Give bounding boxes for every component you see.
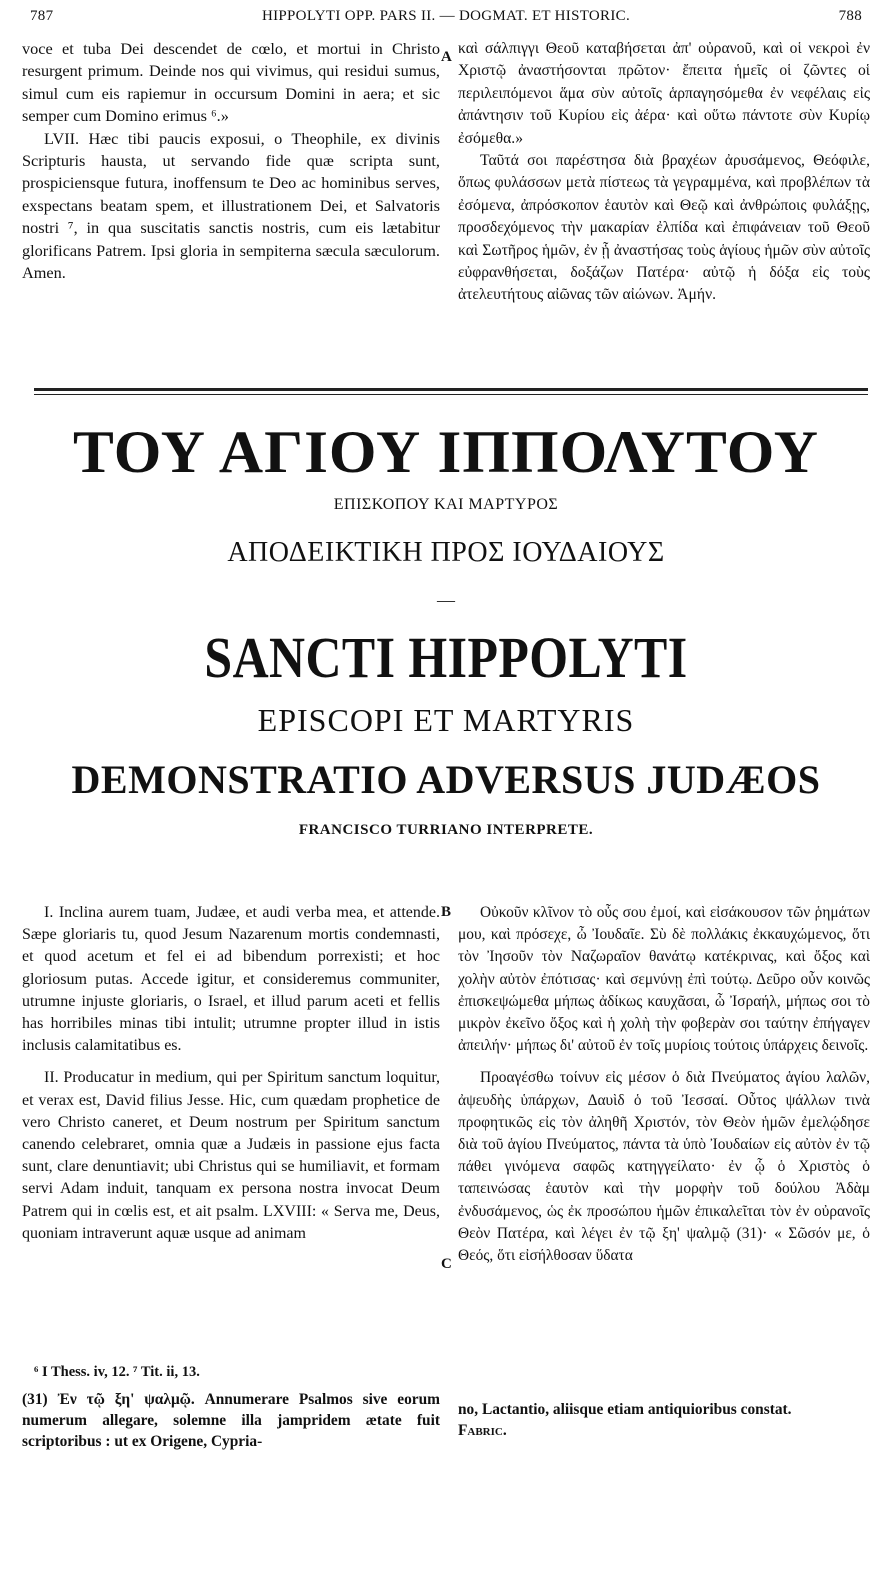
footnote-references: ⁶ I Thess. iv, 12. ⁷ Tit. ii, 13. — [34, 1364, 200, 1380]
greek-paragraph: Ταῦτά σοι παρέστησα διὰ βραχέων ἀρυσάμενος, Θεόφιλε, ὅπως φυλάσσων μετὰ πίστεως τὰ γεγραμμένα, καὶ προβλέπων τὰ ἐσόμενα, ἀπρόσκοπον ἑαυτὸν καὶ Θεῷ καὶ ἀνθρώποις φυλάξῃς, προσδεχόμενος τὴν μακαρίαν ἐλπίδα καὶ ἐπιφάνειαν τοῦ Θεοῦ καὶ Σωτῆρος ἡμῶν, ἐν ᾗ ἀναστήσας τοὺς ἁγίους ἡμῶν σὺν αὐτοῖς εὐφρανθήσεται, δοξάζων Πατέρα· αὐτῷ ἡ δόξα εἰς τοὺς ἀτελευτήτους αἰῶνας τῶν αἰώνων. Ἀμήν. — [458, 152, 870, 304]
greek-main-title: ΤΟΥ ΑΓΙΟΥ ΙΠΠΟΛΥΤΟΥ — [72, 419, 820, 485]
title-dash: — — [437, 590, 455, 610]
margin-marker-b: B — [441, 904, 452, 920]
latin-column-top — [22, 38, 440, 284]
latin-column-body — [22, 902, 440, 1245]
left-page-number: 787 — [30, 8, 54, 24]
greek-column-top — [458, 38, 870, 307]
latin-subtitle-work: DEMONSTRATIO ADVERSUS JUDÆOS — [71, 757, 821, 802]
editor-note-left: (31) Ἐν τῷ ξη' ψαλμῷ. Annumerare Psalmos sive eorum numerum allegare, solemne illa jampridem ætate fuit scriptoribus : ut ex Origene, Cypria- — [22, 1391, 440, 1450]
running-head — [24, 6, 868, 32]
running-title: HIPPOLYTI OPP. PARS II. — DOGMAT. ET HISTORIC. — [261, 8, 631, 24]
margin-marker-c: C — [441, 1256, 452, 1272]
translator-line: FRANCISCO TURRIANO INTERPRETE. — [298, 822, 594, 838]
latin-main-title: SANCTI HIPPOLYTI — [204, 625, 688, 690]
latin-paragraph: II. Producatur in medium, qui per Spiritum sanctum loquitur, et verax est, David filius Jesse. Hic, cum quædam prophetice de vero Christo caneret, et Deum nostrum per Spiritum sanctum canendo celebraret, omnia quæ a Judæis in passione ejus facta sunt, clare denuntiavit; ubi Christus qui se humiliavit, et formam servi Adam induit, tanquam ex persona nostra invocat Deum Patrem qui in cœlis est, et ait psalm. LXVIII: « Serva me, Deus, quoniam intraverunt aquæ usque ad animam — [22, 1069, 440, 1242]
greek-paragraph: Οὐκοῦν κλῖνον τὸ οὖς σου ἐμοί, καὶ εἰσάκουσον τῶν ῥημάτων μου, καὶ πρόσεχε, ὦ Ἰουδαῖε. Σὺ δὲ πολλάκις ἐκκαυχώμενος, ὅτι τὸν Ἰησοῦν τὸν Ναζωραῖον θανάτῳ κατέκρινας, καὶ ὄξος καὶ χολὴν αὐτὸν ἐπότισας· καὶ σεμνύνῃ ἐπὶ τούτῳ. Δεῦρο οὖν κοινῶς ἐπισκεψώμεθα μήπως ἀδίκως καυχᾶσαι, ὦ Ἰσραήλ, μήπως σοι τὸ μικρὸν ἐκεῖνο ὄξος καὶ ἡ χολὴ τὴν φοβερὰν σοι ταύτην ἐπήγαγεν ἀπειλήν· μήπως δι' αὐτοῦ ἐν τοῖς μυρίοις τούτοις ὑπάρχεις δεινοῖς. — [458, 904, 870, 1055]
latin-paragraph: LVII. Hæc tibi paucis exposui, o Theophile, ex divinis Scripturis hausta, ut servando fide quæ scripta sunt, prospiciensque futura, inoffensum te Deo ac hominibus serves, exspectans beatam spem, et illustrationem Dei, et Salvatoris nostri ⁷, in qua suscitatis sanctis nostris, cum eis lætabitur glorificans Patrem. Ipsi gloria in sempiterna sæcula sæculorum. Amen. — [22, 128, 440, 283]
greek-paragraph: Προαγέσθω τοίνυν εἰς μέσον ὁ διὰ Πνεύματος ἁγίου λαλῶν, ἀψευδὴς ὑπάρχων, Δαυὶδ ὁ τοῦ Ἰεσσαί. Οὗτος ψάλλων τινὰ προφητικῶς εἰς τὸν ἀληθῆ Χριστόν, τὸν Θεὸν ἡμῶν ἐμελῴδησε διὰ τοῦ ἁγίου Πνεύματος, πάντα τὰ ὑπὸ Ἰουδαίων εἰς αὐτὸν ἐν τῷ πάθει γινόμενα σαφῶς κατηγγείλατο· ἐν ᾧ ὁ Χριστὸς ὁ ταπεινώσας ἑαυτὸν καὶ τὴν μορφὴν τοῦ δούλου Ἀδὰμ ἐνδυσάμενος, ὡς ἐκ προσώπου ἡμῶν ἐπικαλεῖται τὸν ἐν οὐρανοῖς Θεὸν Πατέρα, καὶ λέγει ἐν τῷ ξη' ψαλμῷ (31)· « Σῶσόν με, ὁ Θεός, ὅτι εἰσήλθοσαν ὕδατα — [458, 1069, 870, 1265]
right-page-number: 788 — [838, 8, 862, 24]
section-rule-thin — [34, 394, 868, 395]
editor-note-text: no, Lactantio, aliisque etiam antiquioribus constat. — [458, 1401, 792, 1418]
margin-marker-a: A — [441, 49, 452, 65]
editor-note-right — [458, 1400, 870, 1442]
greek-subtitle-work: ΑΠΟΔΕΙΚΤΙΚΗ ΠΡΟΣ ΙΟΥΔΑΙΟΥΣ — [227, 537, 665, 568]
section-rule — [34, 388, 868, 391]
greek-subtitle-author: ΕΠΙΣΚΟΠΟΥ ΚΑΙ ΜΑΡΤΥΡΟΣ — [333, 496, 559, 513]
editor-signature: Fabric. — [458, 1421, 507, 1439]
latin-subtitle-author: EPISCOPI ET MARTYRIS — [257, 702, 635, 738]
latin-paragraph: voce et tuba Dei descendet de cœlo, et mortui in Christo resurgent primum. Deinde nos qui vivimus, qui residui sumus, simul cum eis rapiemur in occursum Domini in aera; et sic semper cum Domino erimus ⁶.» — [22, 39, 440, 126]
greek-column-body — [458, 902, 870, 1267]
latin-paragraph: I. Inclina aurem tuam, Judæe, et audi verba mea, et attende. Sæpe gloriaris tu, quod Jesum Nazarenum mortis condemnasti, et quod acetum et fel ei ad bibendum porrexisti; et hoc gloriosum putas. Accede igitur, et consideremus communiter, utrumne injuste gloriaris, o Israel, et illud parum aceti et fellis has horribiles minas tibi intulit; utrumne propter illud in istis inclusis calamitatibus es. — [22, 904, 440, 1055]
greek-paragraph: καὶ σάλπιγγι Θεοῦ καταβήσεται ἀπ' οὐρανοῦ, καὶ οἱ νεκροὶ ἐν Χριστῷ ἀναστήσονται πρῶτον· ἔπειτα ἡμεῖς οἱ ζῶντες οἱ περιλειπόμενοι ἅμα σὺν αὐτοῖς ἁρπαγησόμεθα ἐν νεφέλαις εἰς ἀπάντησιν τοῦ Κυρίου εἰς ἀέρα· καὶ οὕτω πάντοτε σὺν Κυρίῳ ἐσόμεθα.» — [458, 40, 870, 147]
